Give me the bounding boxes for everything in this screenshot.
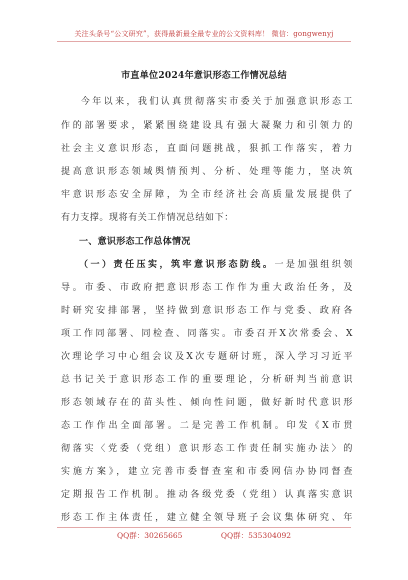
footer-divider — [57, 527, 351, 528]
body-line: 项工作同部署、同检查、同落实。市委召开X次常委会、X — [61, 329, 353, 339]
intro-line: 今年以来，我们认真贯彻落实市委关于加强意识形态工 — [79, 97, 353, 107]
subsection-first-line: （一）责任压实，筑牢意识形态防线。一是加强组织领 — [79, 260, 354, 270]
body-line: 实施方案》，建立完善市委督查室和市委网信办协同督查 — [61, 467, 353, 477]
body-line: 导。市委、市政府把意识形态工作作为重大政治任务，及 — [61, 283, 353, 293]
intro-line: 有力支撑。现将有关工作情况总结如下： — [61, 213, 234, 223]
subsection-label: （一）责任压实，筑牢意识形态防线。 — [79, 260, 275, 270]
header-divider — [57, 41, 351, 42]
qq-group-1: QQ群：30265665 — [116, 531, 183, 540]
body-line: 态工作作出全面部署。二是完善工作机制。印发《X市贯 — [61, 421, 353, 431]
intro-line: 社会主义意识形态，直面问题挑战，狠抓工作落实，着力 — [61, 144, 353, 154]
intro-line: 牢意识形态安全屏障，为全市经济社会高质量发展提供了 — [61, 190, 353, 200]
document-title: 市直单位2024年意识形态工作情况总结 — [121, 71, 287, 81]
body-line: 次理论学习中心组会议及X次专题研讨班，深入学习习近平 — [61, 352, 353, 362]
body-line: 彻落实〈党委（党组）意识形态工作责任制实施办法〉的 — [61, 444, 353, 454]
body-line: 形态领域存在的苗头性、倾向性问题，做好新时代意识形 — [61, 398, 353, 408]
intro-line: 提高意识形态领域舆情预判、分析、处理等能力，坚决筑 — [61, 167, 353, 177]
qq-group-2: QQ群：535304092 — [220, 531, 292, 540]
body-line: 总书记关于意识形态工作的重要理论，分析研判当前意识 — [61, 375, 353, 385]
header-banner: 关注头条号“公文研究”，获得最新最全最专业的公文资料库！ 微信：gongwenyj — [74, 30, 334, 38]
footer-contacts — [0, 530, 408, 541]
body-line: 定期报告工作机制。推动各级党委（党组）认真落实意识 — [61, 490, 353, 500]
section-heading: 一、意识形态工作总体情况 — [79, 237, 191, 247]
body-line: 形态工作主体责任，建立健全领导班子会议集体研究、年 — [61, 513, 353, 523]
body-line: 时研究安排部署，坚持做到意识形态工作与党委、政府各 — [61, 306, 353, 316]
intro-line: 作的部署要求，紧紧围绕建设具有强大凝聚力和引领力的 — [61, 121, 353, 131]
